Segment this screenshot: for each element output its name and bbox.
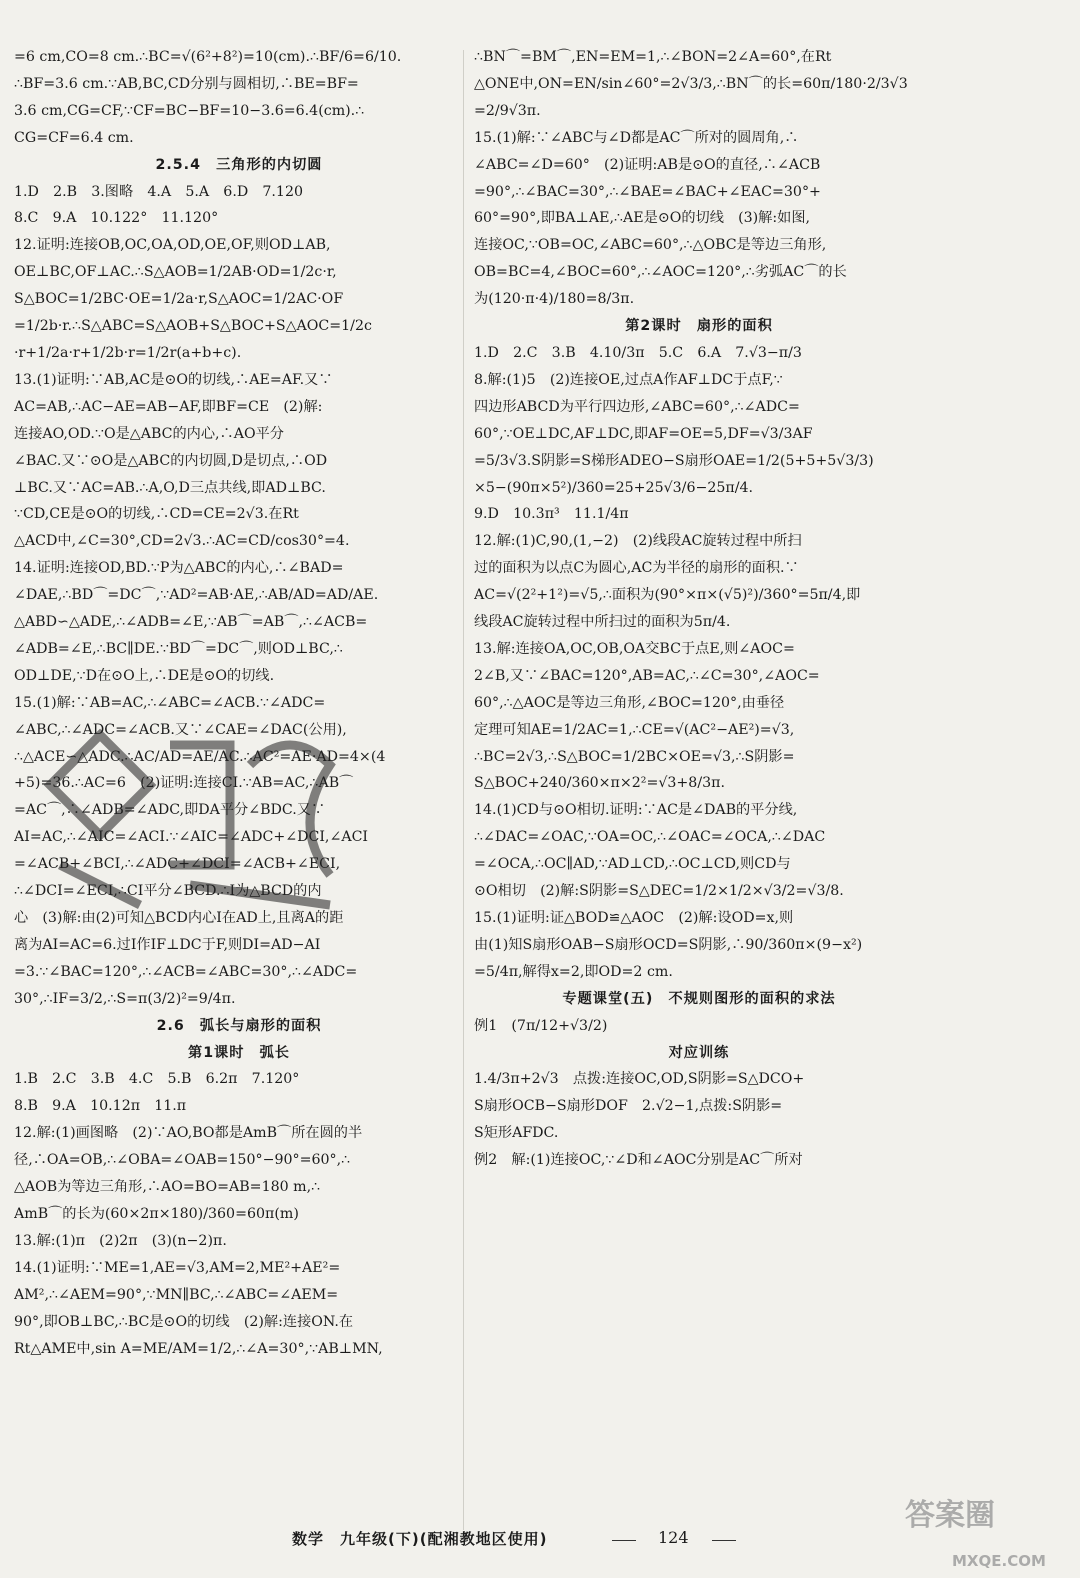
text-line: 9.D 10.3π³ 11.1/4π [474, 506, 629, 523]
text-line: 径,∴OA=OB,∴∠OBA=∠OAB=150°−90°=60°,∴ [14, 1152, 351, 1169]
text-line: 由(1)知S扇形OAB−S扇形OCD=S阴影,∴90/360π×(9−x²) [474, 936, 863, 953]
text-line: +5)=36.∴AC=6 (2)证明:连接CI.∵AB=AC,∴AB⌒ [14, 775, 354, 792]
text-line: AC=√(2²+1²)=√5,∴面积为(90°×π×(√5)²)/360°=5π/4,即 [474, 587, 861, 604]
text-line: ∴BC=2√3,∴S△BOC=1/2BC×OE=√3,∴S阴影= [474, 748, 795, 765]
text-line: 12.解:(1)画图略 (2)∵AO,BO都是AmB⌒所在圆的半 [14, 1125, 363, 1142]
text-line: △ONE中,ON=EN/sin∠60°=2√3/3,∴BN⌒的长=60π/180·2/3√3 [474, 75, 908, 92]
text-line: OB=BC=4,∠BOC=60°,∴∠AOC=120°,∴劣弧AC⌒的长 [474, 264, 847, 281]
text-line: △ABD∽△ADE,∴∠ADB=∠E,∵AB⌒=AB⌒,∴∠ACB= [14, 614, 368, 631]
text-line: ∵CD,CE是⊙O的切线,∴CD=CE=2√3.在Rt [14, 506, 299, 523]
text-line: 8.解:(1)5 (2)连接OE,过点A作AF⊥DC于点F,∵ [474, 371, 783, 388]
text-line: 12.证明:连接OB,OC,OA,OD,OE,OF,则OD⊥AB, [14, 237, 331, 254]
text-line: 线段AC旋转过程中所扫过的面积为5π/4. [474, 614, 731, 631]
right-column [474, 44, 924, 1174]
section-heading: 专题课堂(五) 不规则图形的面积的求法 [562, 990, 836, 1007]
text-line: =1/2b·r.∴S△ABC=S△AOB+S△BOC+S△AOC=1/2c [14, 318, 372, 335]
text-line: 14.(1)证明:∵ME=1,AE=√3,AM=2,ME²+AE²= [14, 1259, 341, 1276]
text-line: 14.(1)CD与⊙O相切.证明:∵AC是∠DAB的平分线, [474, 802, 798, 819]
left-column [14, 44, 464, 1362]
text-line: S扇形OCB−S扇形DOF 2.√2−1,点拨:S阴影= [474, 1098, 783, 1115]
text-line: 心 (3)解:由(2)可知△BCD内心I在AD上,且离A的距 [14, 910, 344, 926]
text-line: S△BOC=1/2BC·OE=1/2a·r,S△AOC=1/2AC·OF [14, 291, 344, 308]
text-line: 12.解:(1)C,90,(1,−2) (2)线段AC旋转过程中所扫 [474, 533, 802, 550]
text-line: AM²,∴∠AEM=90°,∵MN∥BC,∴∠ABC=∠AEM= [14, 1286, 339, 1303]
text-line: AI=AC,∴∠AIC=∠ACI.∵∠AIC=∠ADC+∠DCI,∠ACI [14, 829, 369, 846]
text-line: ∴∠DAC=∠OAC,∵OA=OC,∴∠OAC=∠OCA,∴∠DAC [474, 829, 826, 846]
text-line: =5/4π,解得x=2,即OD=2 cm. [474, 963, 673, 980]
text-line: 14.证明:连接OD,BD.∵P为△ABC的内心,∴∠BAD= [14, 560, 344, 577]
text-line: 13.解:连接OA,OC,OB,OA交BC于点E,则∠AOC= [474, 640, 795, 657]
text-line: CG=CF=6.4 cm. [14, 129, 134, 146]
text-line: 90°,即OB⊥BC,∴BC是⊙O的切线 (2)解:连接ON.在 [14, 1313, 354, 1330]
watermark-logo: 答案圈 [905, 1498, 995, 1533]
text-line: ∠DAE,∴BD⌒=DC⌒,∵AD²=AB·AE,∴AB/AD=AD/AE. [14, 587, 379, 604]
text-line: 例1 (7π/12+√3/2) [474, 1017, 608, 1034]
text-line: =∠ACB+∠BCI,∴∠ADC+∠DCI=∠ACB+∠ECI, [14, 856, 341, 873]
text-line: 为(120·π·4)/180=8/3π. [474, 291, 635, 308]
text-line: =6 cm,CO=8 cm.∴BC=√(6²+8²)=10(cm).∴BF/6=6/10. [14, 49, 402, 65]
section-heading: 第2课时 扇形的面积 [625, 318, 773, 335]
text-line: 60°=90°,即BA⊥AE,∴AE是⊙O的切线 (3)解:如图, [474, 210, 811, 227]
text-line: 60°,∵OE⊥DC,AF⊥DC,即AF=OE=5,DF=√3/3AF [474, 425, 813, 442]
text-line: OD⊥DE,∵D在⊙O上,∴DE是⊙O的切线. [14, 667, 275, 684]
text-line: 13.(1)证明:∵AB,AC是⊙O的切线,∴AE=AF.又∵ [14, 371, 333, 388]
text-line: Rt△AME中,sin A=ME/AM=1/2,∴∠A=30°,∵AB⊥MN, [14, 1340, 383, 1357]
text-line: ·r+1/2a·r+1/2b·r=1/2r(a+b+c). [14, 344, 242, 361]
section-heading: 第1课时 弧长 [188, 1044, 290, 1061]
text-line: =3.∵∠BAC=120°,∴∠ACB=∠ABC=30°,∴∠ADC= [14, 963, 358, 980]
text-line: 2∠B,又∵∠BAC=120°,AB=AC,∴∠C=30°,∠AOC= [474, 667, 820, 684]
text-line: 1.D 2.C 3.B 4.10/3π 5.C 6.A 7.√3−π/3 [474, 344, 802, 361]
text-line: ⊥BC.又∵AC=AB.∴A,O,D三点共线,即AD⊥BC. [14, 479, 326, 496]
text-line: 1.D 2.B 3.图略 4.A 5.A 6.D 7.120 [14, 183, 304, 200]
page-number: 124 [658, 1528, 689, 1547]
text-line: =∠OCA,∴OC∥AD,∵AD⊥CD,∴OC⊥CD,则CD与 [474, 856, 791, 873]
text-line: ∠ABC,∴∠ADC=∠ACB.又∵∠CAE=∠DAC(公用), [14, 721, 347, 738]
section-heading: 2.6 弧长与扇形的面积 [156, 1017, 322, 1034]
watermark-url: MXQE.COM [952, 1552, 1046, 1570]
text-line: ∴△ACE∽△ADC.∴AC/AD=AE/AC.∴AC²=AE·AD=4×(4 [14, 748, 386, 765]
text-line: 1.B 2.C 3.B 4.C 5.B 6.2π 7.120° [14, 1071, 300, 1088]
text-line: ∴∠DCI=∠ECI,∴CI平分∠BCD.∴I为△BCD的内 [14, 883, 322, 900]
text-line: 13.解:(1)π (2)2π (3)(n−2)π. [14, 1232, 227, 1249]
text-line: 过的面积为以点C为圆心,AC为半径的扇形的面积.∵ [474, 560, 799, 577]
text-line: ×5−(90π×5²)/360=25+25√3/6−25π/4. [474, 479, 754, 496]
text-line: 8.C 9.A 10.122° 11.120° [14, 210, 219, 227]
text-line: 3.6 cm,CG=CF,∵CF=BC−BF=10−3.6=6.4(cm).∴ [14, 102, 365, 119]
text-line: AC=AB,∴AC−AE=AB−AF,即BF=CE (2)解: [14, 398, 323, 415]
text-line: ∴BF=3.6 cm.∵AB,BC,CD分别与圆相切,∴BE=BF= [14, 75, 359, 92]
text-line: 定理可知AE=1/2AC=1,∴CE=√(AC²−AE²)=√3, [474, 721, 795, 738]
text-line: ∠BAC.又∵⊙O是△ABC的内切圆,D是切点,∴OD [14, 452, 328, 469]
text-line: 15.(1)证明:证△BOD≌△AOC (2)解:设OD=x,则 [474, 910, 794, 926]
text-line: ∴BN⌒=BM⌒,EN=EM=1,∴∠BON=2∠A=60°,在Rt [474, 49, 832, 65]
section-heading: 2.5.4 三角形的内切圆 [155, 156, 323, 173]
text-line: 1.4/3π+2√3 点拨:连接OC,OD,S阴影=S△DCO+ [474, 1071, 805, 1088]
text-line: S△BOC+240/360×π×2²=√3+8/3π. [474, 775, 725, 792]
text-line: 30°,∴IF=3/2,∴S=π(3/2)²=9/4π. [14, 990, 236, 1007]
text-line: △ACD中,∠C=30°,CD=2√3.∴AC=CD/cos30°=4. [14, 533, 350, 550]
text-line: 例2 解:(1)连接OC,∵∠D和∠AOC分别是AC⌒所对 [474, 1152, 803, 1169]
text-line: OE⊥BC,OF⊥AC.∴S△AOB=1/2AB·OD=1/2c·r, [14, 264, 337, 281]
text-line: 15.(1)解:∵∠ABC与∠D都是AC⌒所对的圆周角,∴ [474, 129, 799, 146]
text-line: =AC⌒,∴∠ADB=∠ADC,即DA平分∠BDC.又∵ [14, 802, 326, 819]
text-line: 四边形ABCD为平行四边形,∠ABC=60°,∴∠ADC= [474, 398, 800, 415]
text-line: AmB⌒的长为(60×2π×180)/360=60π(m) [14, 1205, 299, 1222]
text-line: 连接OC,∵OB=OC,∠ABC=60°,∴△OBC是等边三角形, [474, 237, 827, 254]
text-line: 15.(1)解:∵AB=AC,∴∠ABC=∠ACB.∵∠ADC= [14, 694, 326, 711]
text-line: S矩形AFDC. [474, 1125, 559, 1142]
footer-dash-right [712, 1540, 736, 1541]
text-line: 连接AO,OD.∵O是△ABC的内心,∴AO平分 [14, 425, 284, 442]
text-line: =90°,∴∠BAC=30°,∴∠BAE=∠BAC+∠EAC=30°+ [474, 183, 821, 200]
footer-dash-left [612, 1540, 636, 1541]
text-line: =5/3√3.S阴影=S梯形ADEO−S扇形OAE=1/2(5+5+5√3/3) [474, 452, 874, 469]
column-divider [463, 50, 464, 1530]
text-line: ∠ADB=∠E,∴BC∥DE.∵BD⌒=DC⌒,则OD⊥BC,∴ [14, 640, 343, 657]
text-line: 60°,∴△AOC是等边三角形,∠BOC=120°,由垂径 [474, 694, 785, 711]
section-heading: 对应训练 [668, 1044, 730, 1061]
text-line: △AOB为等边三角形,∴AO=BO=AB=180 m,∴ [14, 1179, 321, 1196]
text-line: ⊙O相切 (2)解:S阴影=S△DEC=1/2×1/2×√3/2=√3/8. [474, 883, 844, 900]
stamp-watermark [30, 705, 360, 925]
text-line: =2/9√3π. [474, 102, 541, 119]
text-line: 离为AI=AC=6.过I作IF⊥DC于F,则DI=AD−AI [14, 936, 321, 953]
footer-text: 数学 九年级(下)(配湘教地区使用) [292, 1530, 548, 1548]
text-line: ∠ABC=∠D=60° (2)证明:AB是⊙O的直径,∴∠ACB [474, 156, 821, 173]
text-line: 8.B 9.A 10.12π 11.π [14, 1098, 187, 1115]
